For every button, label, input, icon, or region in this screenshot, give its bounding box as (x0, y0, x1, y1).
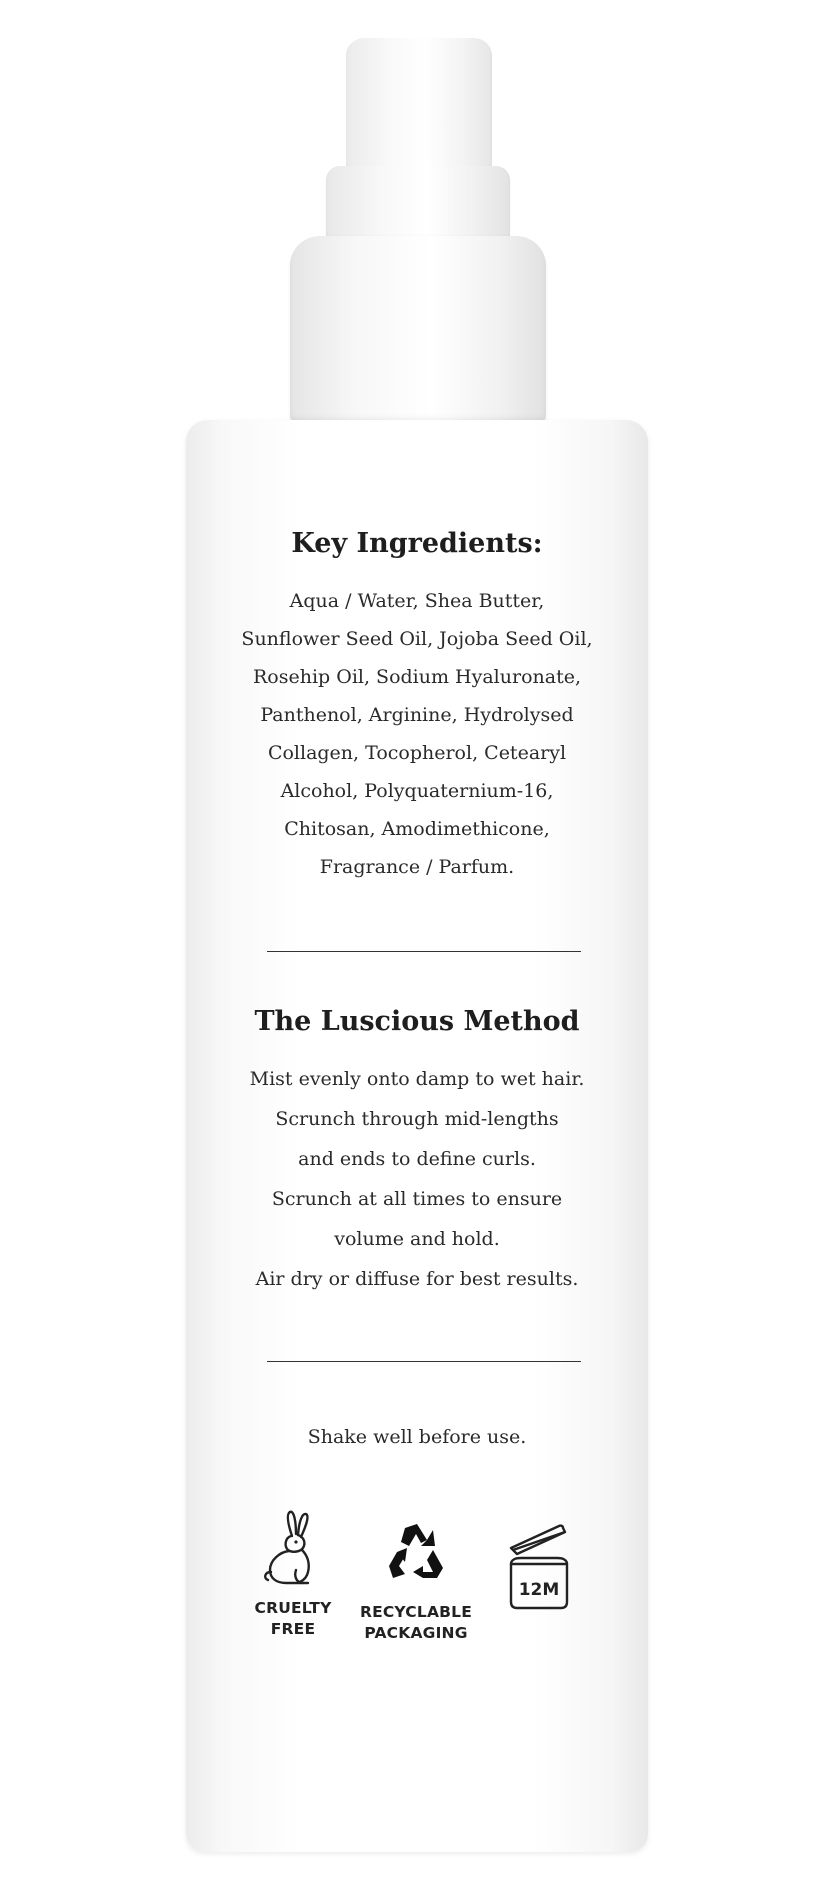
ingredients-line: Chitosan, Amodimethicone, (284, 818, 550, 840)
cruelty-free-badge (228, 1510, 358, 1640)
ingredients-line: Fragrance / Parfum. (319, 856, 515, 878)
divider-line (267, 1361, 581, 1362)
pao-text: 12M (518, 1580, 560, 1600)
bottle-cap (290, 236, 546, 422)
method-line: Mist evenly onto damp to wet hair. (249, 1068, 585, 1090)
open-jar-icon (499, 1510, 579, 1618)
method-line: Air dry or diffuse for best results. (255, 1268, 579, 1290)
method-line: volume and hold. (334, 1228, 500, 1250)
cruelty-free-label (228, 1598, 358, 1640)
usage-note: Shake well before use. (307, 1426, 527, 1448)
method-line: and ends to define curls. (298, 1148, 536, 1170)
pump-nozzle (346, 38, 492, 172)
method-line: Scrunch through mid-lengths (275, 1108, 559, 1130)
recyclable-label (351, 1602, 481, 1644)
rabbit-icon (258, 1510, 328, 1588)
period-after-opening-badge (474, 1510, 604, 1618)
ingredients-line: Collagen, Tocopherol, Cetearyl (267, 742, 567, 764)
recyclable-badge (351, 1520, 481, 1644)
recycle-icon (383, 1520, 449, 1586)
method-line: Scrunch at all times to ensure (271, 1188, 563, 1210)
badge-label-line: RECYCLABLE (359, 1603, 473, 1621)
ingredients-line: Aqua / Water, Shea Butter, (289, 590, 545, 612)
ingredients-line: Alcohol, Polyquaternium-16, (280, 780, 554, 802)
bottle-body (186, 420, 648, 1852)
ingredients-heading: Key Ingredients: (291, 528, 543, 559)
badge-label-line: PACKAGING (364, 1624, 468, 1642)
ingredients-line: Sunflower Seed Oil, Jojoba Seed Oil, (241, 628, 593, 650)
divider-line (267, 951, 581, 952)
ingredients-line: Panthenol, Arginine, Hydrolysed (260, 704, 574, 726)
pump-collar (326, 166, 510, 240)
badge-label-line: CRUELTY (254, 1599, 332, 1617)
badge-label-line: FREE (270, 1620, 316, 1638)
ingredients-line: Rosehip Oil, Sodium Hyaluronate, (252, 666, 581, 688)
method-heading: The Luscious Method (254, 1006, 580, 1037)
